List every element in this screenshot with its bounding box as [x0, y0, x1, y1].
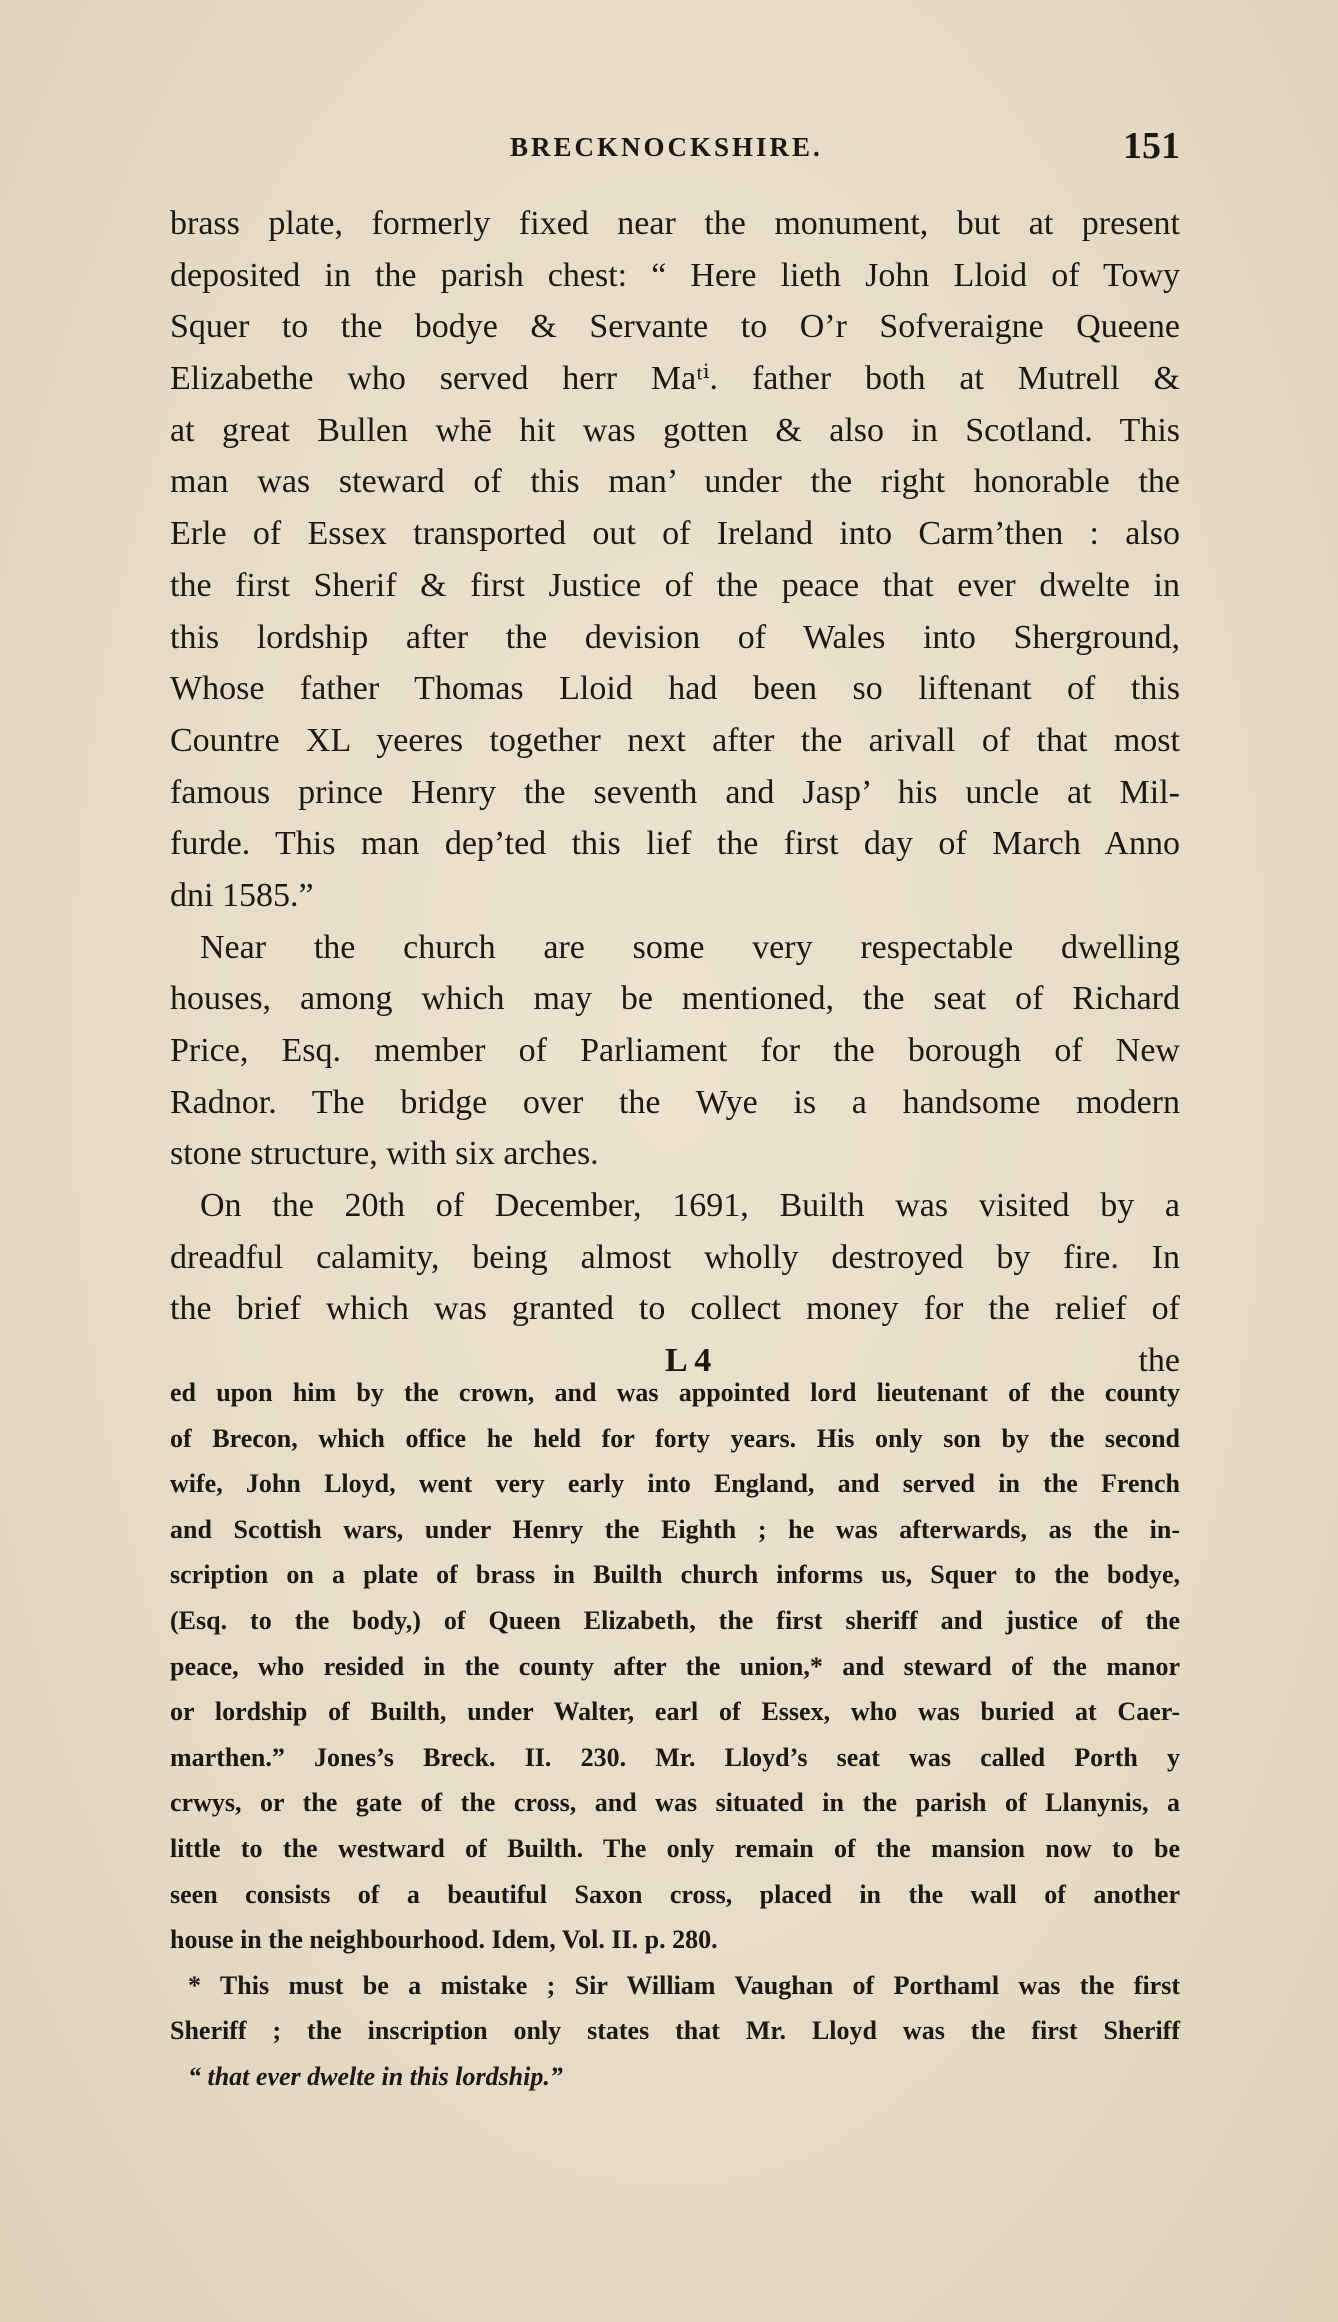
text-line: dreadful calamity, being almost wholly destroyed by fire. In: [170, 1238, 1180, 1276]
text-line: Whose father Thomas Lloid had been so liftenant of this: [170, 670, 1180, 708]
text-line: the first Sherif & first Justice of the peace that ever dwelte in: [170, 566, 1180, 604]
catchword: the: [1138, 1342, 1180, 1380]
asterisk-footnote-line: * This must be a mistake ; Sir William Vaughan of Porthaml was the first: [188, 1970, 1180, 2000]
asterisk-footnote-line: “ that ever dwelte in this lordship.”: [188, 2061, 563, 2091]
text-line: houses, among which may be mentioned, the seat of Richard: [170, 980, 1180, 1018]
text-line: Squer to the bodye & Servante to O’r Sofveraigne Queene: [170, 308, 1180, 346]
text-line: brass plate, formerly fixed near the monument, but at present: [170, 205, 1180, 242]
footnote-line: little to the westward of Builth. The only remain of the mansion now to be: [170, 1833, 1180, 1863]
text-line: Countre XL yeeres together next after the arivall of that most: [170, 721, 1180, 759]
text-line: this lordship after the devision of Wales into Sherground,: [170, 618, 1180, 656]
footnote-line: (Esq. to the body,) of Queen Elizabeth, the first sheriff and justice of the: [170, 1605, 1180, 1635]
footnote-line: ed upon him by the crown, and was appointed lord lieutenant of the county: [170, 1378, 1180, 1407]
paragraph-start-line: On the 20th of December, 1691, Builth was visited by a: [200, 1187, 1180, 1225]
text-line: famous prince Henry the seventh and Jasp’ his uncle at Mil-: [170, 773, 1180, 811]
footnote-line: crwys, or the gate of the cross, and was situated in the parish of Llanynis, a: [170, 1788, 1180, 1818]
text-line: stone structure, with six arches.: [170, 1135, 599, 1173]
text-line: Erle of Essex transported out of Ireland into Carm’then : also: [170, 515, 1180, 553]
paragraph-start-line: Near the church are some very respectable dwelling: [200, 928, 1180, 966]
main-text: [170, 198, 1180, 1387]
text-line: Price, Esq. member of Parliament for the borough of New: [170, 1032, 1180, 1069]
text-line: deposited in the parish chest: “ Here lieth John Lloid of Towy: [170, 256, 1180, 294]
footnote-line: or lordship of Builth, under Walter, earl of Essex, who was buried at Caer-: [170, 1697, 1180, 1727]
text-line: at great Bullen whē hit was gotten & also in Scotland. This: [170, 411, 1180, 449]
text-line: Radnor. The bridge over the Wye is a handsome modern: [170, 1083, 1180, 1121]
footnote-line: seen consists of a beautiful Saxon cross, placed in the wall of another: [170, 1879, 1180, 1909]
footnote-line: of Brecon, which office he held for forty years. His only son by the second: [170, 1423, 1180, 1453]
page-header: [170, 124, 1180, 174]
text-line: man was steward of this man’ under the right honorable the: [170, 463, 1180, 501]
footnote-line: scription on a plate of brass in Builth church informs us, Squer to the bodye,: [170, 1560, 1180, 1590]
footnote-line: peace, who resided in the county after the union,* and steward of the manor: [170, 1651, 1180, 1681]
asterisk-footnote-line: Sheriff ; the inscription only states that Mr. Lloyd was the first Sheriff: [170, 2016, 1180, 2046]
footnote-line: marthen.” Jones’s Breck. II. 230. Mr. Lloyd’s seat was called Porth y: [170, 1742, 1180, 1772]
footnote-line: and Scottish wars, under Henry the Eighth ; he was afterwards, as the in-: [170, 1514, 1180, 1544]
page-number: 151: [1123, 125, 1180, 167]
footnote-block: [170, 1370, 1180, 2100]
signature-mark: L 4: [665, 1342, 712, 1380]
text-line: dni 1585.”: [170, 876, 314, 914]
text-line: Elizabethe who served herr Maᵗⁱ. father both at Mutrell &: [170, 360, 1180, 398]
footnote-line: wife, John Lloyd, went very early into England, and served in the French: [170, 1469, 1180, 1499]
running-head: BRECKNOCKSHIRE.: [510, 132, 823, 162]
footnote-line: house in the neighbourhood. Idem, Vol. II. p. 280.: [170, 1925, 718, 1955]
text-line: furde. This man dep’ted this lief the first day of March Anno: [170, 825, 1180, 863]
text-line: the brief which was granted to collect money for the relief of: [170, 1290, 1180, 1328]
